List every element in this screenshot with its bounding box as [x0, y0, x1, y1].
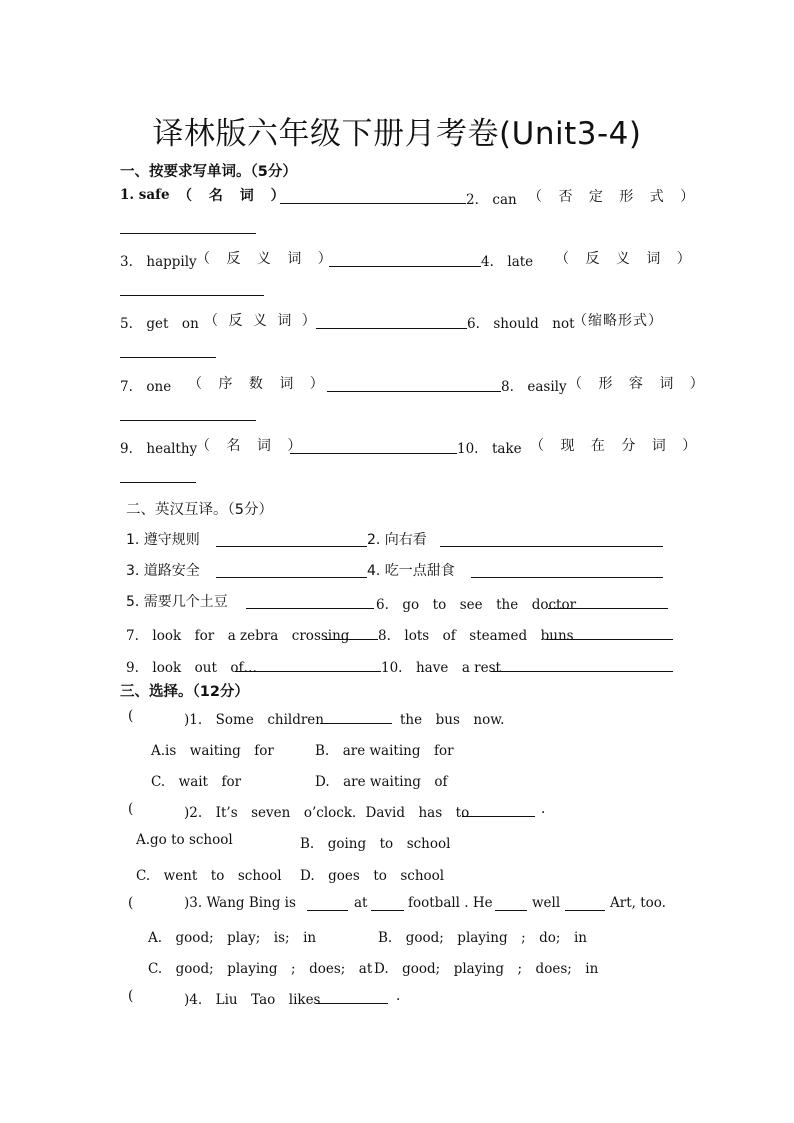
answer-blank[interactable]: [290, 453, 457, 454]
q3-part-3: well: [532, 895, 561, 911]
s2-item-10: 10. have a rest: [381, 660, 501, 676]
answer-blank[interactable]: [307, 910, 348, 911]
s1-item-6-hint: （缩略形式）: [573, 313, 663, 329]
s1-item-5-hint: （ 反 义 词 ）: [204, 313, 319, 329]
answer-blank[interactable]: [246, 608, 374, 609]
q1-tail: the bus now.: [400, 712, 505, 728]
s2-item-6: 6. go to see the doctor: [376, 597, 577, 613]
s2-item-4: 4. 吃一点甜食: [367, 563, 455, 579]
s2-item-3: 3. 道路安全: [126, 563, 200, 579]
page-title: 译林版六年级下册月考卷(Unit3-4): [152, 116, 642, 152]
s1-item-4-word: 4. late: [481, 254, 534, 270]
s1-item-3-hint: （ 反 义 词 ）: [196, 251, 338, 267]
s2-item-7: 7. look for a zebra crossing: [126, 628, 350, 644]
section-2-heading: 二、英汉互译。（5分）: [126, 502, 273, 518]
q2-option-d[interactable]: D. goes to school: [300, 868, 445, 884]
q3-option-c[interactable]: C. good; playing ; does; at: [148, 961, 373, 977]
q1-option-c[interactable]: C. wait for: [151, 774, 242, 790]
answer-blank[interactable]: [316, 328, 467, 329]
q1-option-a[interactable]: A.is waiting for: [151, 743, 274, 759]
s1-item-10-word: 10. take: [457, 441, 522, 457]
answer-blank[interactable]: [120, 295, 264, 296]
answer-blank[interactable]: [280, 203, 466, 204]
s1-item-2-word: 2. can: [466, 192, 517, 208]
s2-item-9: 9. look out of…: [126, 660, 258, 676]
s1-item-1-word: 1. safe: [120, 187, 170, 203]
s1-item-1-hint: （ 名 词 ）: [178, 188, 291, 204]
q3-part-4: Art, too.: [610, 895, 666, 911]
answer-blank[interactable]: [324, 639, 378, 640]
q3-option-b[interactable]: B. good; playing ; do; in: [378, 930, 587, 946]
s1-item-9-word: 9. healthy: [120, 441, 198, 457]
answer-blank[interactable]: [120, 482, 196, 483]
s1-item-8-hint: （ 形 容 词 ）: [568, 376, 710, 392]
q3-stem: )3. Wang Bing is: [184, 895, 296, 911]
answer-blank[interactable]: [120, 420, 256, 421]
q1-stem: )1. Some children: [184, 712, 324, 728]
s1-item-8-word: 8. easily: [501, 379, 567, 395]
answer-blank[interactable]: [495, 910, 527, 911]
s2-item-8: 8. lots of steamed buns: [378, 628, 574, 644]
q1-paren: (: [128, 708, 134, 724]
q1-option-b[interactable]: B. are waiting for: [315, 743, 454, 759]
s1-item-7-word: 7. one: [120, 379, 172, 395]
answer-blank[interactable]: [371, 910, 404, 911]
answer-blank[interactable]: [327, 391, 501, 392]
q3-part-1: at: [354, 895, 368, 911]
section-3-heading: 三、选择。（12分）: [120, 684, 249, 700]
s1-item-9-hint: （ 名 词 ）: [196, 438, 308, 454]
q2-paren: (: [128, 801, 134, 817]
s2-item-2: 2. 向右看: [367, 532, 427, 548]
answer-blank[interactable]: [120, 233, 256, 234]
q4-paren: (: [128, 988, 134, 1004]
q2-option-b[interactable]: B. going to school: [300, 836, 451, 852]
answer-blank[interactable]: [216, 577, 367, 578]
s1-item-10-hint: （ 现 在 分 词 ）: [530, 438, 703, 454]
answer-blank[interactable]: [216, 546, 367, 547]
answer-blank[interactable]: [316, 1003, 388, 1004]
q1-option-d[interactable]: D. are waiting of: [315, 774, 448, 790]
s1-item-4-hint: （ 反 义 词 ）: [555, 251, 697, 267]
s2-item-5: 5. 需要几个土豆: [126, 594, 228, 610]
answer-blank[interactable]: [491, 671, 673, 672]
s1-item-7-hint: （ 序 数 词 ）: [188, 376, 330, 392]
section-1-heading: 一、按要求写单词。（5分）: [120, 164, 297, 180]
answer-blank[interactable]: [546, 639, 673, 640]
q3-option-d[interactable]: D. good; playing ; does; in: [374, 961, 599, 977]
q2-stem: )2. It’s seven o’clock．David has to: [184, 805, 470, 821]
s1-item-3-word: 3. happily: [120, 254, 197, 270]
answer-blank[interactable]: [329, 266, 481, 267]
q2-option-a[interactable]: A.go to school: [136, 832, 233, 848]
s1-item-5-word: 5. get on: [120, 316, 199, 332]
s1-item-6-word: 6. should not: [467, 316, 575, 332]
q2-tail: .: [541, 801, 546, 817]
q3-part-2: football . He: [408, 895, 493, 911]
q4-tail: .: [396, 988, 401, 1004]
answer-blank[interactable]: [320, 723, 392, 724]
answer-blank[interactable]: [565, 910, 605, 911]
q3-paren: (: [128, 895, 134, 911]
q3-option-a[interactable]: A. good; play; is; in: [148, 930, 317, 946]
q2-option-c[interactable]: C. went to school: [136, 868, 282, 884]
s2-item-1: 1. 遵守规则: [126, 532, 200, 548]
s1-item-2-hint: （ 否 定 形 式 ）: [528, 189, 701, 205]
answer-blank[interactable]: [120, 357, 216, 358]
answer-blank[interactable]: [471, 577, 663, 578]
answer-blank[interactable]: [440, 546, 663, 547]
q4-stem: )4. Liu Tao likes: [184, 992, 321, 1008]
answer-blank[interactable]: [462, 816, 535, 817]
answer-blank[interactable]: [548, 608, 668, 609]
answer-blank[interactable]: [235, 671, 381, 672]
